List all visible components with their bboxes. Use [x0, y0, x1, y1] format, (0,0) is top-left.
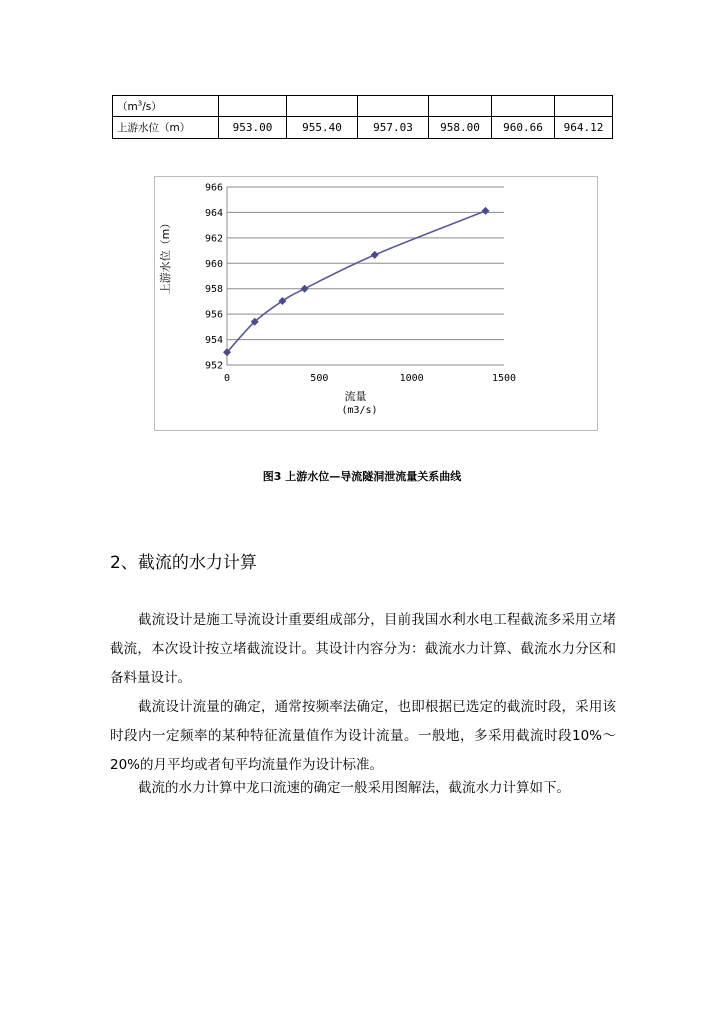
y-tick-label: 958 — [204, 284, 223, 296]
water-level-label-cell: 上游水位（m） — [113, 117, 219, 139]
x-tick-label: 500 — [310, 373, 329, 384]
table-cell — [429, 96, 492, 117]
table-row — [113, 117, 613, 139]
y-tick-label: 954 — [204, 335, 223, 347]
y-tick-label: 960 — [204, 258, 223, 270]
table-cell: 958.00 — [429, 117, 492, 139]
data-point — [371, 251, 379, 259]
table-cell: 964.12 — [555, 117, 613, 139]
table-cell: 953.00 — [219, 117, 287, 139]
paragraph: 截流的水力计算中龙口流速的确定一般采用图解法，截流水力计算如下。 — [138, 780, 570, 796]
table-cell: 957.03 — [358, 117, 429, 139]
table-cell — [358, 96, 429, 117]
table-cell — [492, 96, 555, 117]
y-tick-label: 956 — [204, 309, 223, 321]
y-tick-label: 964 — [204, 207, 223, 219]
x-axis-unit: (m3/s) — [341, 405, 378, 416]
table-row — [113, 96, 613, 117]
table-cell: 955.40 — [287, 117, 358, 139]
x-tick-label: 1000 — [399, 373, 424, 384]
y-tick-label: 962 — [204, 233, 223, 245]
figure-caption: 图3 上游水位—导流隧洞泄流量关系曲线 — [262, 470, 462, 483]
x-axis-title: 流量 — [344, 390, 367, 403]
y-tick-label: 952 — [204, 360, 223, 372]
paragraph: 截流设计流量的确定，通常按频率法确定，也即根据已选定的截流时段，采用该时段内一定频率的某种特征流量值作为设计流量。一般地，多采用截流时段10%～20%的月平均或者旬平均流量作为设计标准。 — [110, 699, 616, 773]
data-point — [482, 207, 490, 215]
chart-frame — [154, 176, 598, 431]
table-cell — [287, 96, 358, 117]
table-cell: 960.66 — [492, 117, 555, 139]
paragraph: 截流设计是施工导流设计重要组成部分，目前我国水利水电工程截流多采用立堵截流，本次设计按立堵截流设计。其设计内容分为：截流水力计算、截流水力分区和备料量设计。 — [110, 612, 616, 686]
data-point — [301, 285, 309, 293]
y-axis-title: 上游水位（m） — [159, 217, 172, 295]
table-cell — [555, 96, 613, 117]
data-table — [112, 95, 613, 139]
series-line — [227, 211, 486, 352]
section-heading: 2、截流的水力计算 — [110, 553, 257, 573]
water-level-chart — [155, 177, 599, 432]
unit-label-cell: $(m^3/s)$ — [113, 96, 219, 117]
x-tick-label: 0 — [223, 373, 231, 384]
y-tick-label: 966 — [204, 182, 223, 194]
x-tick-label: 1500 — [491, 373, 517, 384]
table-cell — [219, 96, 287, 117]
